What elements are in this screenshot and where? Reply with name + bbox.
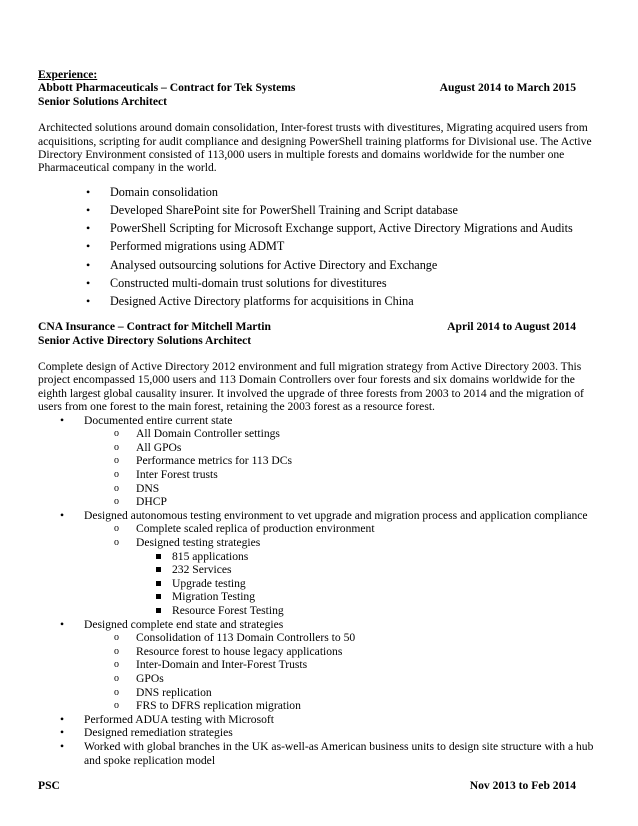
job2-company: CNA Insurance – Contract for Mitchell Martin — [38, 320, 271, 334]
list-item: • Worked with global branches in the UK as-well-as American business units to design site structure with a hub and spoke replication model — [60, 740, 604, 767]
list-item: o Inter-Domain and Inter-Forest Trusts — [114, 658, 604, 672]
list-item: • Developed SharePoint site for PowerShell Training and Script database — [86, 201, 604, 219]
list-item: o DHCP — [114, 495, 604, 509]
bullet-text: Designed testing strategies — [136, 536, 261, 550]
list-item: Migration Testing — [156, 590, 604, 604]
job3-dates: Nov 2013 to Feb 2014 — [469, 779, 576, 793]
list-item: • PowerShell Scripting for Microsoft Exchange support, Active Directory Migrations and Audits — [86, 219, 604, 237]
list-item: o All GPOs — [114, 441, 604, 455]
list-item — [60, 618, 604, 713]
job1-company: Abbott Pharmaceuticals – Contract for Tek Systems — [38, 81, 296, 95]
job1-bullet-list — [38, 183, 604, 310]
job1-summary: Architected solutions around domain consolidation, Inter-forest trusts with divestitures, Migrating acquired users from acquisitions, scripting for audit compliance and designing PowerShell training platforms for Divisional use. The Active Directory Environment consisted of 113,000 users in multiple forests and domains worldwide for the number one Pharmaceutical company in the world. — [38, 121, 592, 175]
job2-role: Senior Active Directory Solutions Architect — [38, 333, 252, 347]
job1-header — [38, 81, 604, 94]
list-item: 815 applications — [156, 550, 604, 564]
job1-dates: August 2014 to March 2015 — [439, 81, 576, 95]
sub-list — [84, 427, 604, 509]
list-item: Upgrade testing — [156, 577, 604, 591]
sub-list — [84, 631, 604, 713]
list-item: o DNS — [114, 482, 604, 496]
sub-sub-list — [136, 550, 604, 618]
list-item: o FRS to DFRS replication migration — [114, 699, 604, 713]
list-item: • Performed ADUA testing with Microsoft — [60, 713, 604, 727]
list-item: o Performance metrics for 113 DCs — [114, 454, 604, 468]
job2-dates: April 2014 to August 2014 — [447, 320, 576, 334]
bullet-text: Documented entire current state — [84, 413, 233, 427]
job2-summary: Complete design of Active Directory 2012 environment and full migration strategy from Active Directory 2003. This project encompassed 15,000 users and 113 Domain Controllers over four forests and six domains worldwide for the eighth largest global causality insurer. It involved the upgrade of three forests from 2003 to 2014 and the migration of users from one forest to the main forest, retaining the 2003 forest as a resource forest. — [38, 360, 584, 414]
list-item — [114, 536, 604, 618]
experience-heading: Experience: — [38, 68, 98, 81]
bullet-text: Designed complete end state and strategies — [84, 617, 284, 631]
list-item — [60, 509, 604, 618]
list-item: • Constructed multi-domain trust solutions for divestitures — [86, 274, 604, 292]
list-item: • Performed migrations using ADMT — [86, 237, 604, 255]
job2-header — [38, 320, 604, 333]
list-item: o Resource forest to house legacy applications — [114, 645, 604, 659]
sub-list — [84, 522, 604, 617]
list-item: • Designed remediation strategies — [60, 726, 604, 740]
list-item: o Inter Forest trusts — [114, 468, 604, 482]
list-item: o All Domain Controller settings — [114, 427, 604, 441]
list-item: o Consolidation of 113 Domain Controllers to 50 — [114, 631, 604, 645]
list-item: 232 Services — [156, 563, 604, 577]
list-item — [60, 414, 604, 509]
list-item: o DNS replication — [114, 686, 604, 700]
job3-section — [38, 779, 604, 792]
resume-page — [38, 68, 604, 793]
list-item: o Complete scaled replica of production environment — [114, 522, 604, 536]
job2-bullet-list — [38, 414, 604, 767]
job3-header — [38, 779, 604, 792]
job2-section — [38, 320, 604, 767]
list-item: Resource Forest Testing — [156, 604, 604, 618]
list-item: • Designed Active Directory platforms for acquisitions in China — [86, 292, 604, 310]
bullet-text: Designed autonomous testing environment to vet upgrade and migration process and application compliance — [84, 508, 588, 522]
job3-company: PSC — [38, 779, 60, 793]
list-item: o GPOs — [114, 672, 604, 686]
list-item: • Analysed outsourcing solutions for Active Directory and Exchange — [86, 256, 604, 274]
list-item: • Domain consolidation — [86, 183, 604, 201]
job1-role: Senior Solutions Architect — [38, 94, 168, 108]
